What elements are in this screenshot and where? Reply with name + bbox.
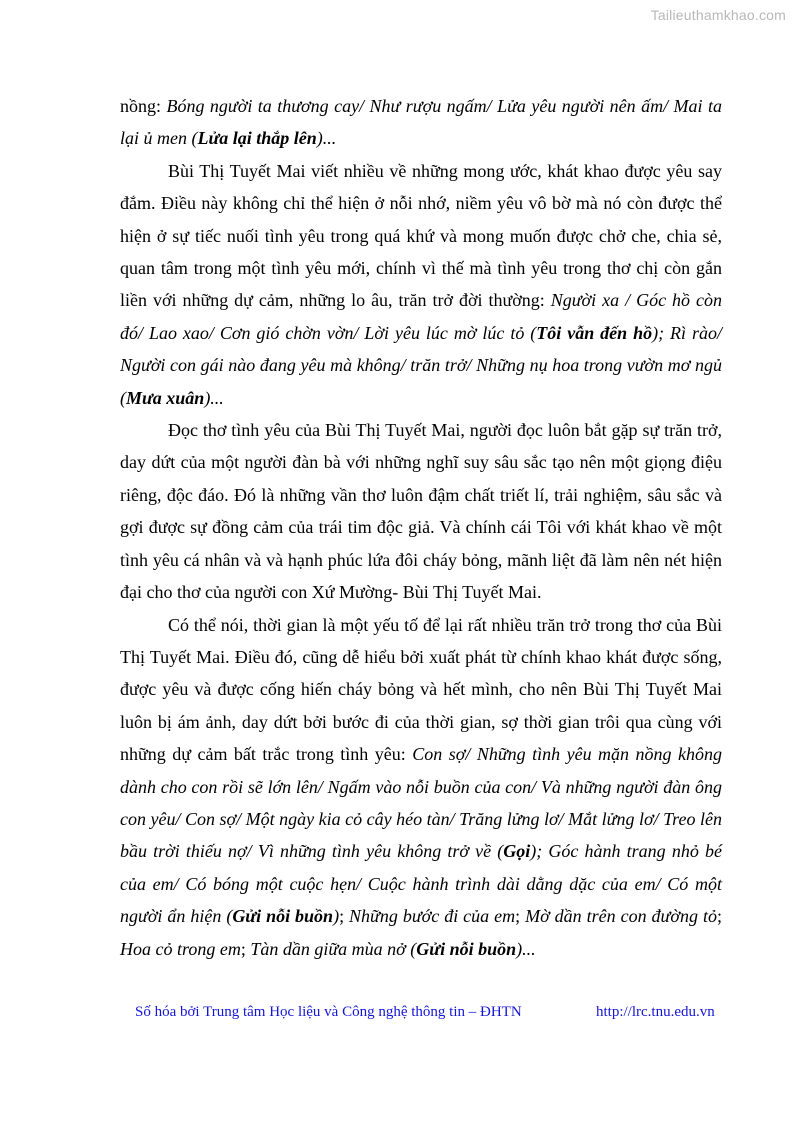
poem-quote: )... (516, 938, 536, 959)
body-text: nồng: (120, 96, 167, 116)
body-text: ; (716, 906, 722, 927)
footer-credit: Số hóa bởi Trung tâm Học liệu và Công nghệ thông tin – ĐHTN (135, 1004, 522, 1020)
poem-quote: ) (333, 906, 340, 927)
paragraph (120, 609, 722, 965)
poem-quote: Tàn dần giữa mùa nở ( (250, 938, 417, 959)
body-text: ; (240, 938, 251, 959)
poem-quote: Người xa / Góc hồ còn đó/ Lao xao/ Cơn gió chờn vờn/ Lời yêu lúc mờ lúc tỏ ( (120, 290, 722, 343)
poem-quote: Bóng người ta thương cay/ Như rượu ngấm/ Lửa yêu người nên ấm/ Mai ta lại ủ men ( (120, 96, 722, 149)
paragraph (120, 414, 722, 608)
poem-title: Gọi (503, 841, 531, 862)
poem-title: Gửi nỗi buồn (232, 906, 334, 927)
paragraph (120, 155, 722, 414)
body-text: Bùi Thị Tuyết Mai viết nhiều về những mong ước, khát khao được yêu say đắm. Điều này không chỉ thể hiện ở nỗi nhớ, niềm yêu vô bờ mà nó còn được thể hiện ở sự tiếc nuối tình yêu trong quá khứ và mong muốn được chở che, chia sẻ, quan tâm trong một tình yêu mới, chính vì thế mà tình yêu trong thơ chị còn gắn liền với những dự cảm, những lo âu, trăn trở đời thường: (120, 160, 722, 311)
body-text: ; (339, 906, 350, 927)
body-text: Có thể nói, thời gian là một yếu tố để lại rất nhiều trăn trở trong thơ của Bùi Thị Tuyết Mai. Điều đó, cũng dễ hiểu bởi xuất phát từ chính khao khát được sống, được yêu và được cống hiến cháy bỏng và hết mình, cho nên Bùi Thị Tuyết Mai luôn bị ám ảnh, day dứt bởi bước đi của thời gian, sợ thời gian trôi qua cùng với những dự cảm bất trắc trong tình yêu: (120, 614, 722, 765)
poem-quote: ); Rì rào/ Người con gái nào đang yêu mà không/ trăn trở/ Những nụ hoa trong vườn mơ ngủ ( (120, 322, 722, 408)
poem-quote: )... (316, 128, 337, 149)
poem-quote: Mờ dần trên con đường tỏ (525, 906, 717, 927)
watermark-text: Tailieuthamkhao.com (650, 7, 786, 23)
poem-quote: ); Góc hành trang nhỏ bé của em/ Có bóng một cuộc hẹn/ Cuộc hành trình dài dằng dặc của em/ Có một người ẩn hiện ( (120, 841, 722, 927)
body-text: Đọc thơ tình yêu của Bùi Thị Tuyết Mai, người đọc luôn bắt gặp sự trăn trở, day dứt của một người đàn bà với những nghĩ suy sâu sắc tạo nên một giọng điệu riêng, độc đáo. Đó là những vần thơ luôn đậm chất triết lí, trải nghiệm, sâu sắc và gợi được sự đồng cảm của trái tim độc giả. Và chính cái Tôi với khát khao về một tình yêu cá nhân và và hạnh phúc lứa đôi cháy bỏng, mãnh liệt đã làm nên nét hiện đại cho thơ của người con Xứ Mường- Bùi Thị Tuyết Mai. (120, 420, 722, 603)
poem-title: Tôi vẫn đến hồ (536, 322, 653, 343)
poem-title: Gửi nỗi buồn (416, 938, 517, 959)
body-text: ; (515, 906, 526, 927)
poem-title: Lửa lại thắp lên (197, 128, 317, 149)
paragraph (120, 90, 722, 155)
poem-title: Mưa xuân (126, 387, 205, 408)
poem-quote: )... (204, 387, 224, 408)
footer-link[interactable]: http://lrc.tnu.edu.vn (596, 1004, 715, 1020)
document-body (120, 90, 722, 965)
poem-quote: Con sợ/ Những tình yêu mặn nồng không dành cho con rồi sẽ lớn lên/ Ngấm vào nỗi buồn của con/ Và những người đàn ông con yêu/ Con sợ/ Một ngày kia cỏ cây héo tàn/ Trăng lửng lơ/ Mắt lửng lơ/ Treo lên bầu trời thiếu nợ/ Vì những tình yêu không trở về ( (120, 744, 722, 862)
poem-quote: Hoa cỏ trong em (120, 938, 241, 959)
poem-quote: Những bước đi của em (349, 906, 516, 927)
